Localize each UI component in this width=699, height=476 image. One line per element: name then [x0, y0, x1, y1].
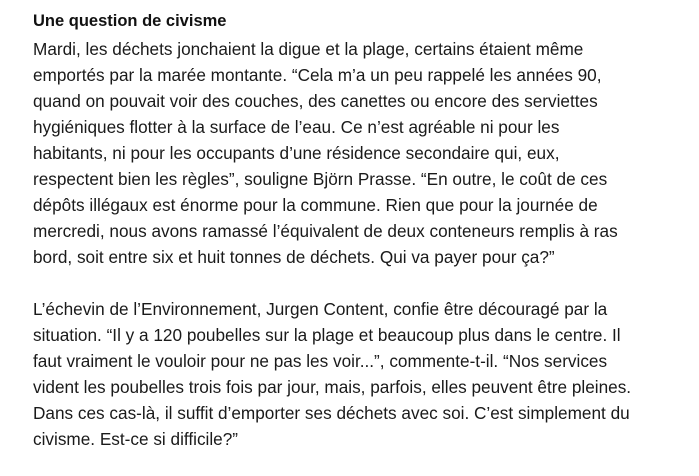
- paragraph-line: mercredi, nous avons ramassé l’équivalent de deux conteneurs remplis à ras: [33, 221, 618, 241]
- paragraph-line: civisme. Est-ce si difficile?”: [33, 429, 239, 449]
- paragraph-line: respectent bien les règles”, souligne Björn Prasse. “En outre, le coût de ces: [33, 169, 608, 189]
- paragraph-2: [33, 296, 673, 452]
- paragraph-line: habitants, ni pour les occupants d’une résidence secondaire qui, eux,: [33, 143, 560, 163]
- paragraph-line: Dans ces cas-là, il suffit d’emporter ses déchets avec soi. C’est simplement du: [33, 403, 630, 423]
- paragraph-line: quand on pouvait voir des couches, des canettes ou encore des serviettes: [33, 91, 598, 111]
- paragraph-line: emportés par la marée montante. “Cela m’a un peu rappelé les années 90,: [33, 65, 602, 85]
- paragraph-spacer: [33, 270, 673, 296]
- paragraph-line: situation. “Il y a 120 poubelles sur la plage et beaucoup plus dans le centre. Il: [33, 325, 621, 345]
- paragraph-line: L’échevin de l’Environnement, Jurgen Content, confie être découragé par la: [33, 299, 608, 319]
- paragraph-line: dépôts illégaux est énorme pour la commune. Rien que pour la journée de: [33, 195, 598, 215]
- article: [33, 10, 673, 452]
- paragraph-line: vident les poubelles trois fois par jour, mais, parfois, elles peuvent être pleines.: [33, 377, 632, 397]
- paragraph-line: hygiéniques flotter à la surface de l’eau. Ce n’est agréable ni pour les: [33, 117, 560, 137]
- paragraph-line: Mardi, les déchets jonchaient la digue et la plage, certains étaient même: [33, 39, 584, 59]
- paragraph-line: faut vraiment le vouloir pour ne pas les voir...”, commente-t-il. “Nos services: [33, 351, 608, 371]
- section-heading: Une question de civisme: [33, 12, 227, 30]
- paragraph-line: bord, soit entre six et huit tonnes de déchets. Qui va payer pour ça?”: [33, 247, 555, 267]
- paragraph-1: [33, 36, 673, 270]
